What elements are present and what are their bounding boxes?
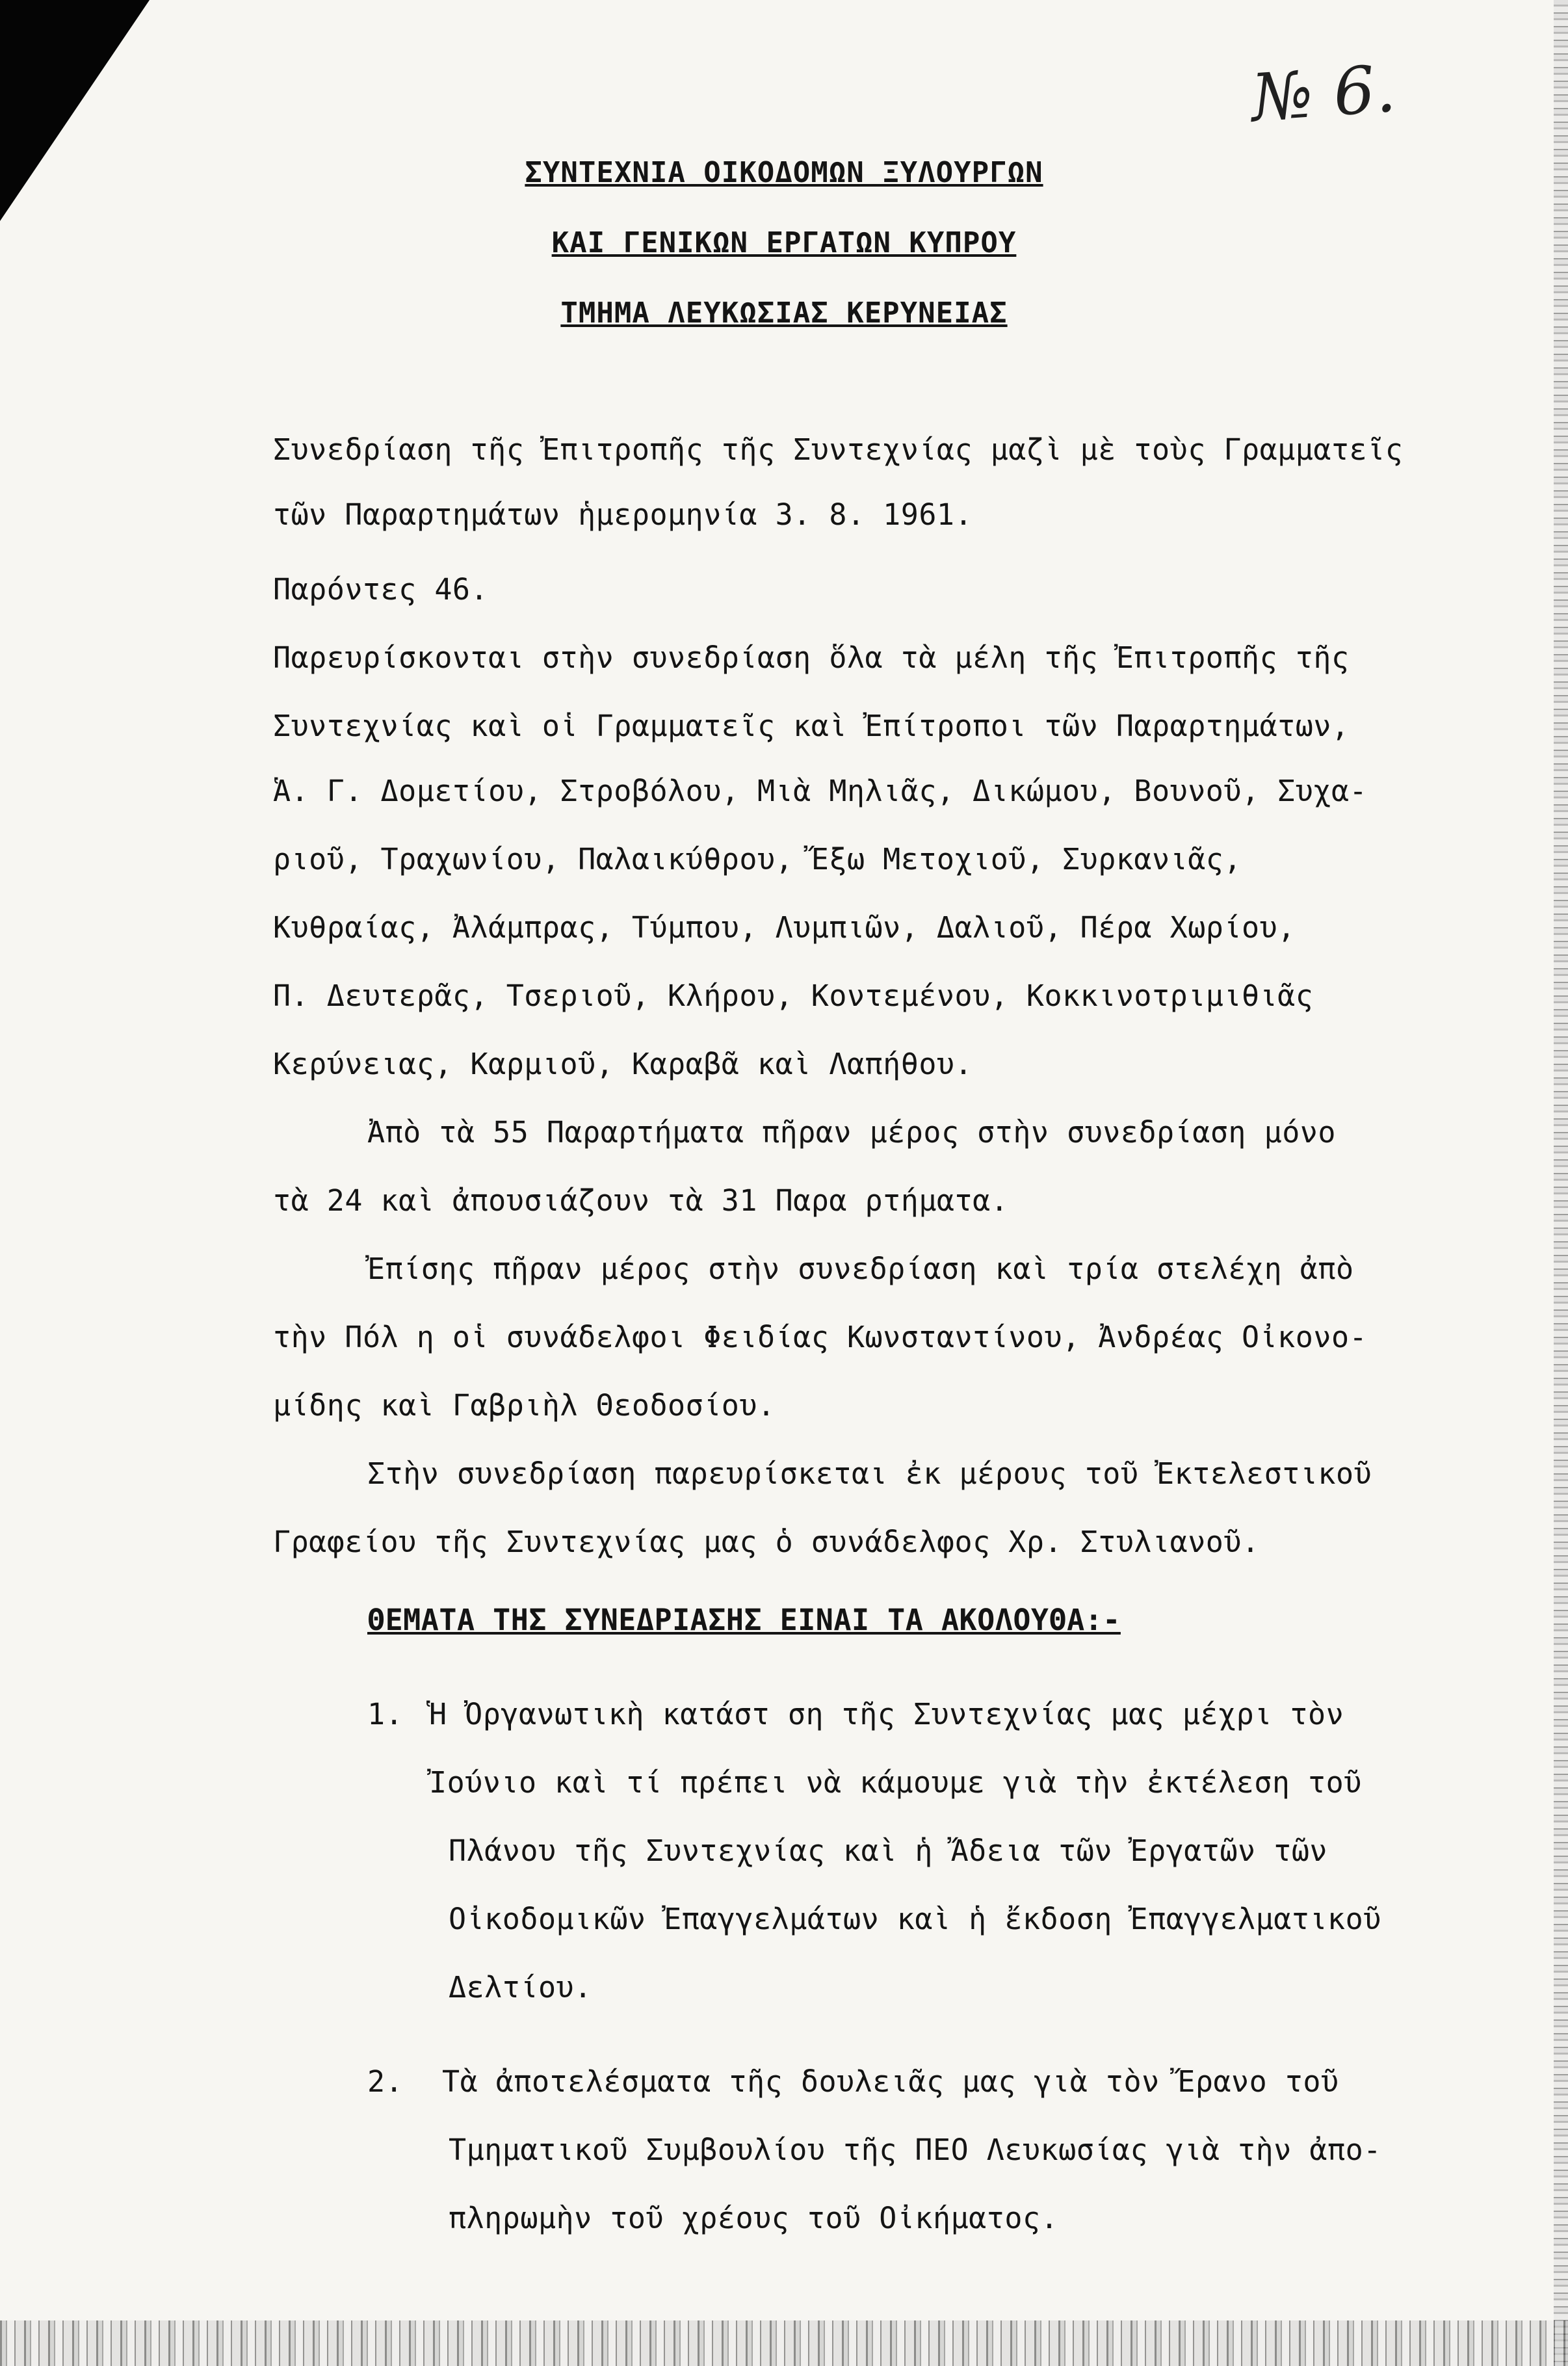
branches-line: Ἀπὸ τὰ 55 Παραρτήματα πῆραν μέρος στὴν συνεδρίαση μόνο: [367, 1115, 1336, 1150]
scan-right-edge: [1554, 0, 1568, 2366]
header-line-3: ΤΜΗΜΑ ΛΕΥΚΩΣΙΑΣ ΚΕΡΥΝΕΙΑΣ: [560, 296, 1008, 330]
attendance-line: Συντεχνίας καὶ οἱ Γραμματεῖς καὶ Ἐπίτροποι τῶν Παραρτημάτων,: [273, 709, 1350, 743]
attendance-line: Κυθραίας, Ἀλάμπρας, Τύμπου, Λυμπιῶν, Δαλιοῦ, Πέρα Χωρίου,: [273, 910, 1296, 945]
document-number: № 6.: [1249, 50, 1398, 137]
scan-bottom-edge: [0, 2320, 1568, 2366]
present-count: Παρόντες 46.: [273, 572, 489, 607]
attendance-line: Κερύνειας, Καρμιοῦ, Καραβᾶ καὶ Λαπήθου.: [273, 1047, 973, 1081]
executive-line: Γραφείου τῆς Συντεχνίας μας ὁ συνάδελφος Χρ. Στυλιανοῦ.: [273, 1525, 1260, 1559]
agenda-item-number: 2.: [367, 2064, 404, 2099]
agenda-item-line: Δελτίου.: [449, 1970, 592, 2005]
agenda-item-line: Πλάνου τῆς Συντεχνίας καὶ ἡ Ἄδεια τῶν Ἐργατῶν τῶν: [449, 1834, 1328, 1868]
cadres-line: Ἐπίσης πῆραν μέρος στὴν συνεδρίαση καὶ τρία στελέχη ἀπὸ: [367, 1252, 1354, 1286]
agenda-item-number: 1.: [367, 1697, 404, 1731]
attendance-line: Π. Δευτερᾶς, Τσεριοῦ, Κλήρου, Κοντεμένου, Κοκκινοτριμιθιᾶς: [273, 979, 1314, 1013]
header-line-2: ΚΑΙ ΓΕΝΙΚΩΝ ΕΡΓΑΤΩΝ ΚΥΠΡΟΥ: [551, 226, 1017, 259]
agenda-item-line: Ἰούνιο καὶ τί πρέπει νὰ κάμουμε γιὰ τὴν ἐκτέλεση τοῦ: [429, 1765, 1362, 1800]
attendance-line: ριοῦ, Τραχωνίου, Παλαικύθρου, Ἔξω Μετοχιοῦ, Συρκανιᾶς,: [273, 842, 1242, 876]
intro-line: τῶν Παραρτημάτων ἡμερομηνία 3. 8. 1961.: [273, 497, 973, 532]
agenda-item-line: Οἰκοδομικῶν Ἐπαγγελμάτων καὶ ἡ ἔκδοση Ἐπαγγελματικοῦ: [449, 1902, 1381, 1936]
intro-line: Συνεδρίαση τῆς Ἐπιτροπῆς τῆς Συντεχνίας μαζὶ μὲ τοὺς Γραμματεῖς: [273, 432, 1404, 467]
agenda-heading: ΘΕΜΑΤΑ ΤΗΣ ΣΥΝΕΔΡΙΑΣΗΣ ΕΙΝΑΙ ΤΑ ΑΚΟΛΟΥΘΑ:-: [367, 1603, 1121, 1637]
header-line-1: ΣΥΝΤΕΧΝΙΑ ΟΙΚΟΔΟΜΩΝ ΞΥΛΟΥΡΓΩΝ: [525, 156, 1043, 189]
agenda-item-line: Τμηματικοῦ Συμβουλίου τῆς ΠΕΟ Λευκωσίας γιὰ τὴν ἀπο-: [449, 2133, 1381, 2167]
executive-line: Στὴν συνεδρίαση παρευρίσκεται ἐκ μέρους τοῦ Ἐκτελεστικοῦ: [367, 1456, 1372, 1491]
branches-line: τὰ 24 καὶ ἀπουσιάζουν τὰ 31 Παρα ρτήματα.: [273, 1183, 1009, 1218]
cadres-line: τὴν Πόλ η οἱ συνάδελφοι Φειδίας Κωνσταντίνου, Ἀνδρέας Οἰκονο-: [273, 1320, 1368, 1354]
agenda-item-line: Ἡ Ὀργανωτικὴ κατάστ ση τῆς Συντεχνίας μας μέχρι τὸν: [429, 1697, 1344, 1731]
agenda-item-line: Τὰ ἀποτελέσματα τῆς δουλειᾶς μας γιὰ τὸν Ἔρανο τοῦ: [442, 2064, 1339, 2099]
attendance-line: Ἁ. Γ. Δομετίου, Στροβόλου, Μιὰ Μηλιᾶς, Δικώμου, Βουνοῦ, Συχα-: [273, 774, 1368, 808]
cadres-line: μίδης καὶ Γαβριὴλ Θεοδοσίου.: [273, 1388, 776, 1423]
agenda-item-line: πληρωμὴν τοῦ χρέους τοῦ Οἰκήματος.: [449, 2201, 1059, 2235]
attendance-line: Παρευρίσκονται στὴν συνεδρίαση ὅλα τὰ μέλη τῆς Ἐπιτροπῆς τῆς: [273, 640, 1350, 675]
